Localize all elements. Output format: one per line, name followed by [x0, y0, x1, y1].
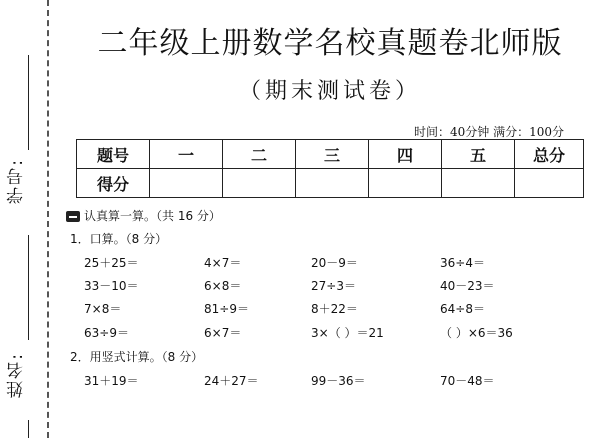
oral-item: 8＋22＝ [311, 302, 358, 316]
score-table-header-row [77, 140, 584, 169]
table-cell: 二 [223, 140, 296, 169]
oral-item: 36÷4＝ [440, 256, 485, 270]
vertical-calc-item: 24＋27＝ [204, 374, 259, 388]
table-cell: 一 [150, 140, 223, 169]
score-table-score-row [77, 169, 584, 198]
score-input-cell [223, 169, 296, 198]
vertical-calc-item: 99－36＝ [311, 374, 366, 388]
score-input-cell [150, 169, 223, 198]
oral-item: 27÷3＝ [311, 279, 356, 293]
table-cell: 四 [369, 140, 442, 169]
oral-item: 40－23＝ [440, 279, 495, 293]
score-table [76, 139, 584, 198]
oral-item: 4×7＝ [204, 256, 242, 270]
section-heading [66, 207, 221, 224]
vertical-calc-item: 31＋19＝ [84, 374, 139, 388]
oral-item: 20－9＝ [311, 256, 358, 270]
oral-item: 7×8＝ [84, 302, 122, 316]
score-input-cell [515, 169, 584, 198]
section-title: 认真算一算。（共 16 分） [84, 209, 221, 223]
oral-item: 81÷9＝ [204, 302, 249, 316]
student-id-blank-line [28, 55, 29, 150]
table-cell: 总分 [515, 140, 584, 169]
question-1-title: 1．口算。（8 分） [70, 232, 168, 246]
table-cell: 得分 [77, 169, 150, 198]
blank-line [28, 420, 29, 438]
oral-item: 63÷9＝ [84, 326, 129, 340]
binding-dashed-line [47, 0, 49, 438]
oral-item: 64÷8＝ [440, 302, 485, 316]
name-label: 姓名: [7, 352, 27, 398]
section-number-badge-icon [66, 211, 80, 222]
page-subtitle: （期末测试卷） [238, 79, 421, 104]
oral-item: 6×7＝ [204, 326, 242, 340]
oral-item: 3×（ ）＝21 [311, 326, 384, 340]
oral-item: （ ）×6＝36 [440, 326, 513, 340]
student-id-label: 学号: [7, 158, 27, 204]
table-cell: 三 [296, 140, 369, 169]
oral-item: 25＋25＝ [84, 256, 139, 270]
page-title: 二年级上册数学名校真题卷北师版 [97, 26, 563, 61]
oral-item: 6×8＝ [204, 279, 242, 293]
vertical-calc-item: 70－48＝ [440, 374, 495, 388]
question-2-title: 2．用竖式计算。（8 分） [70, 350, 204, 364]
name-blank-line [28, 235, 29, 340]
exam-meta: 时间：40分钟 满分：100分 [414, 125, 564, 139]
table-cell: 五 [442, 140, 515, 169]
oral-item: 33－10＝ [84, 279, 139, 293]
table-cell: 题号 [77, 140, 150, 169]
score-input-cell [442, 169, 515, 198]
score-input-cell [296, 169, 369, 198]
score-input-cell [369, 169, 442, 198]
